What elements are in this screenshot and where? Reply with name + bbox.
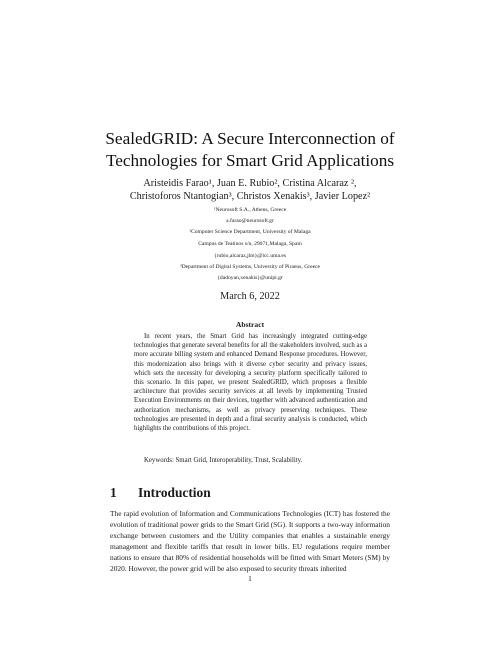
affiliation-2-address: Campus de Teatinos s/n, 29071,Malaga, Spain [198,241,302,247]
paper-title [0,128,500,172]
author-list [0,177,500,203]
affiliation-2: ²Computer Science Department, University of Malaga [189,229,311,235]
publication-date: March 6, 2022 [220,291,280,302]
section-number: 1 [110,485,117,500]
authors-line-1: Aristeidis Farao¹, Juan E. Rubio², Cristina Alcaraz ², [143,178,357,189]
affiliation-3-email: {dadoyan,xenakis}@unipi.gr [217,275,283,281]
affiliation-2-email: {rubio,alcaraz,jlm}@lcc.uma.es [213,253,287,259]
section-title: Introduction [138,485,211,500]
title-line-2: Technologies for Smart Grid Applications [105,151,395,170]
affiliation-1-email: a.farao@neurosoft.gr [226,218,274,224]
page-number: 1 [248,574,252,583]
title-line-1: SealedGRID: A Secure Interconnection of [105,129,395,148]
introduction-text: The rapid evolution of Information and Communications Technologies (ICT) has fostered the evolution of traditional power grids to the Smart Grid (SG). It supports a two-way information exchange between customers and the Utility companies that enables a sustainable energy management and flexible tariffs that result in lower bills. EU regulations require member nations to ensure that 80% of residential households will be fitted with Smart Meters (SM) by 2020. However, the power grid will be also exposed to security threats inherited [110,509,390,573]
keywords: Keywords: Smart Grid, Interoperability, Trust, Scalability. [144,457,303,464]
abstract-heading: Abstract [235,320,265,329]
affiliation-3: ³Department of Digital Systems, University of Piraeus, Greece [179,264,321,270]
abstract-text: In recent years, the Smart Grid has increasingly integrated cutting-edge technologies that generate several benefits for all the stakeholders involved, such as a more accurate billing system and enhanced Demand Response procedures. However, this modernization also brings with it diverse cyber security and privacy issues, which sets the necessity for developing a security platform specifically tailored to this scenario. In this paper, we present SealedGRID, which proposes a flexible architecture that provides security services at all levels by implementing Trusted Execution Environments on their devices, together with advanced authentication and authorization mechanisms, as well as privacy preserving techniques. These technologies are presented in depth and a final security analysis is conducted, which highlights the contributions of this project. [134,333,367,433]
section-heading [110,485,211,501]
authors-line-2: Christoforos Ntantogian³, Christos Xenakis³, Javier Lopez² [129,191,371,202]
affiliation-1: ¹Neurosoft S.A., Athens, Greece [213,207,287,213]
